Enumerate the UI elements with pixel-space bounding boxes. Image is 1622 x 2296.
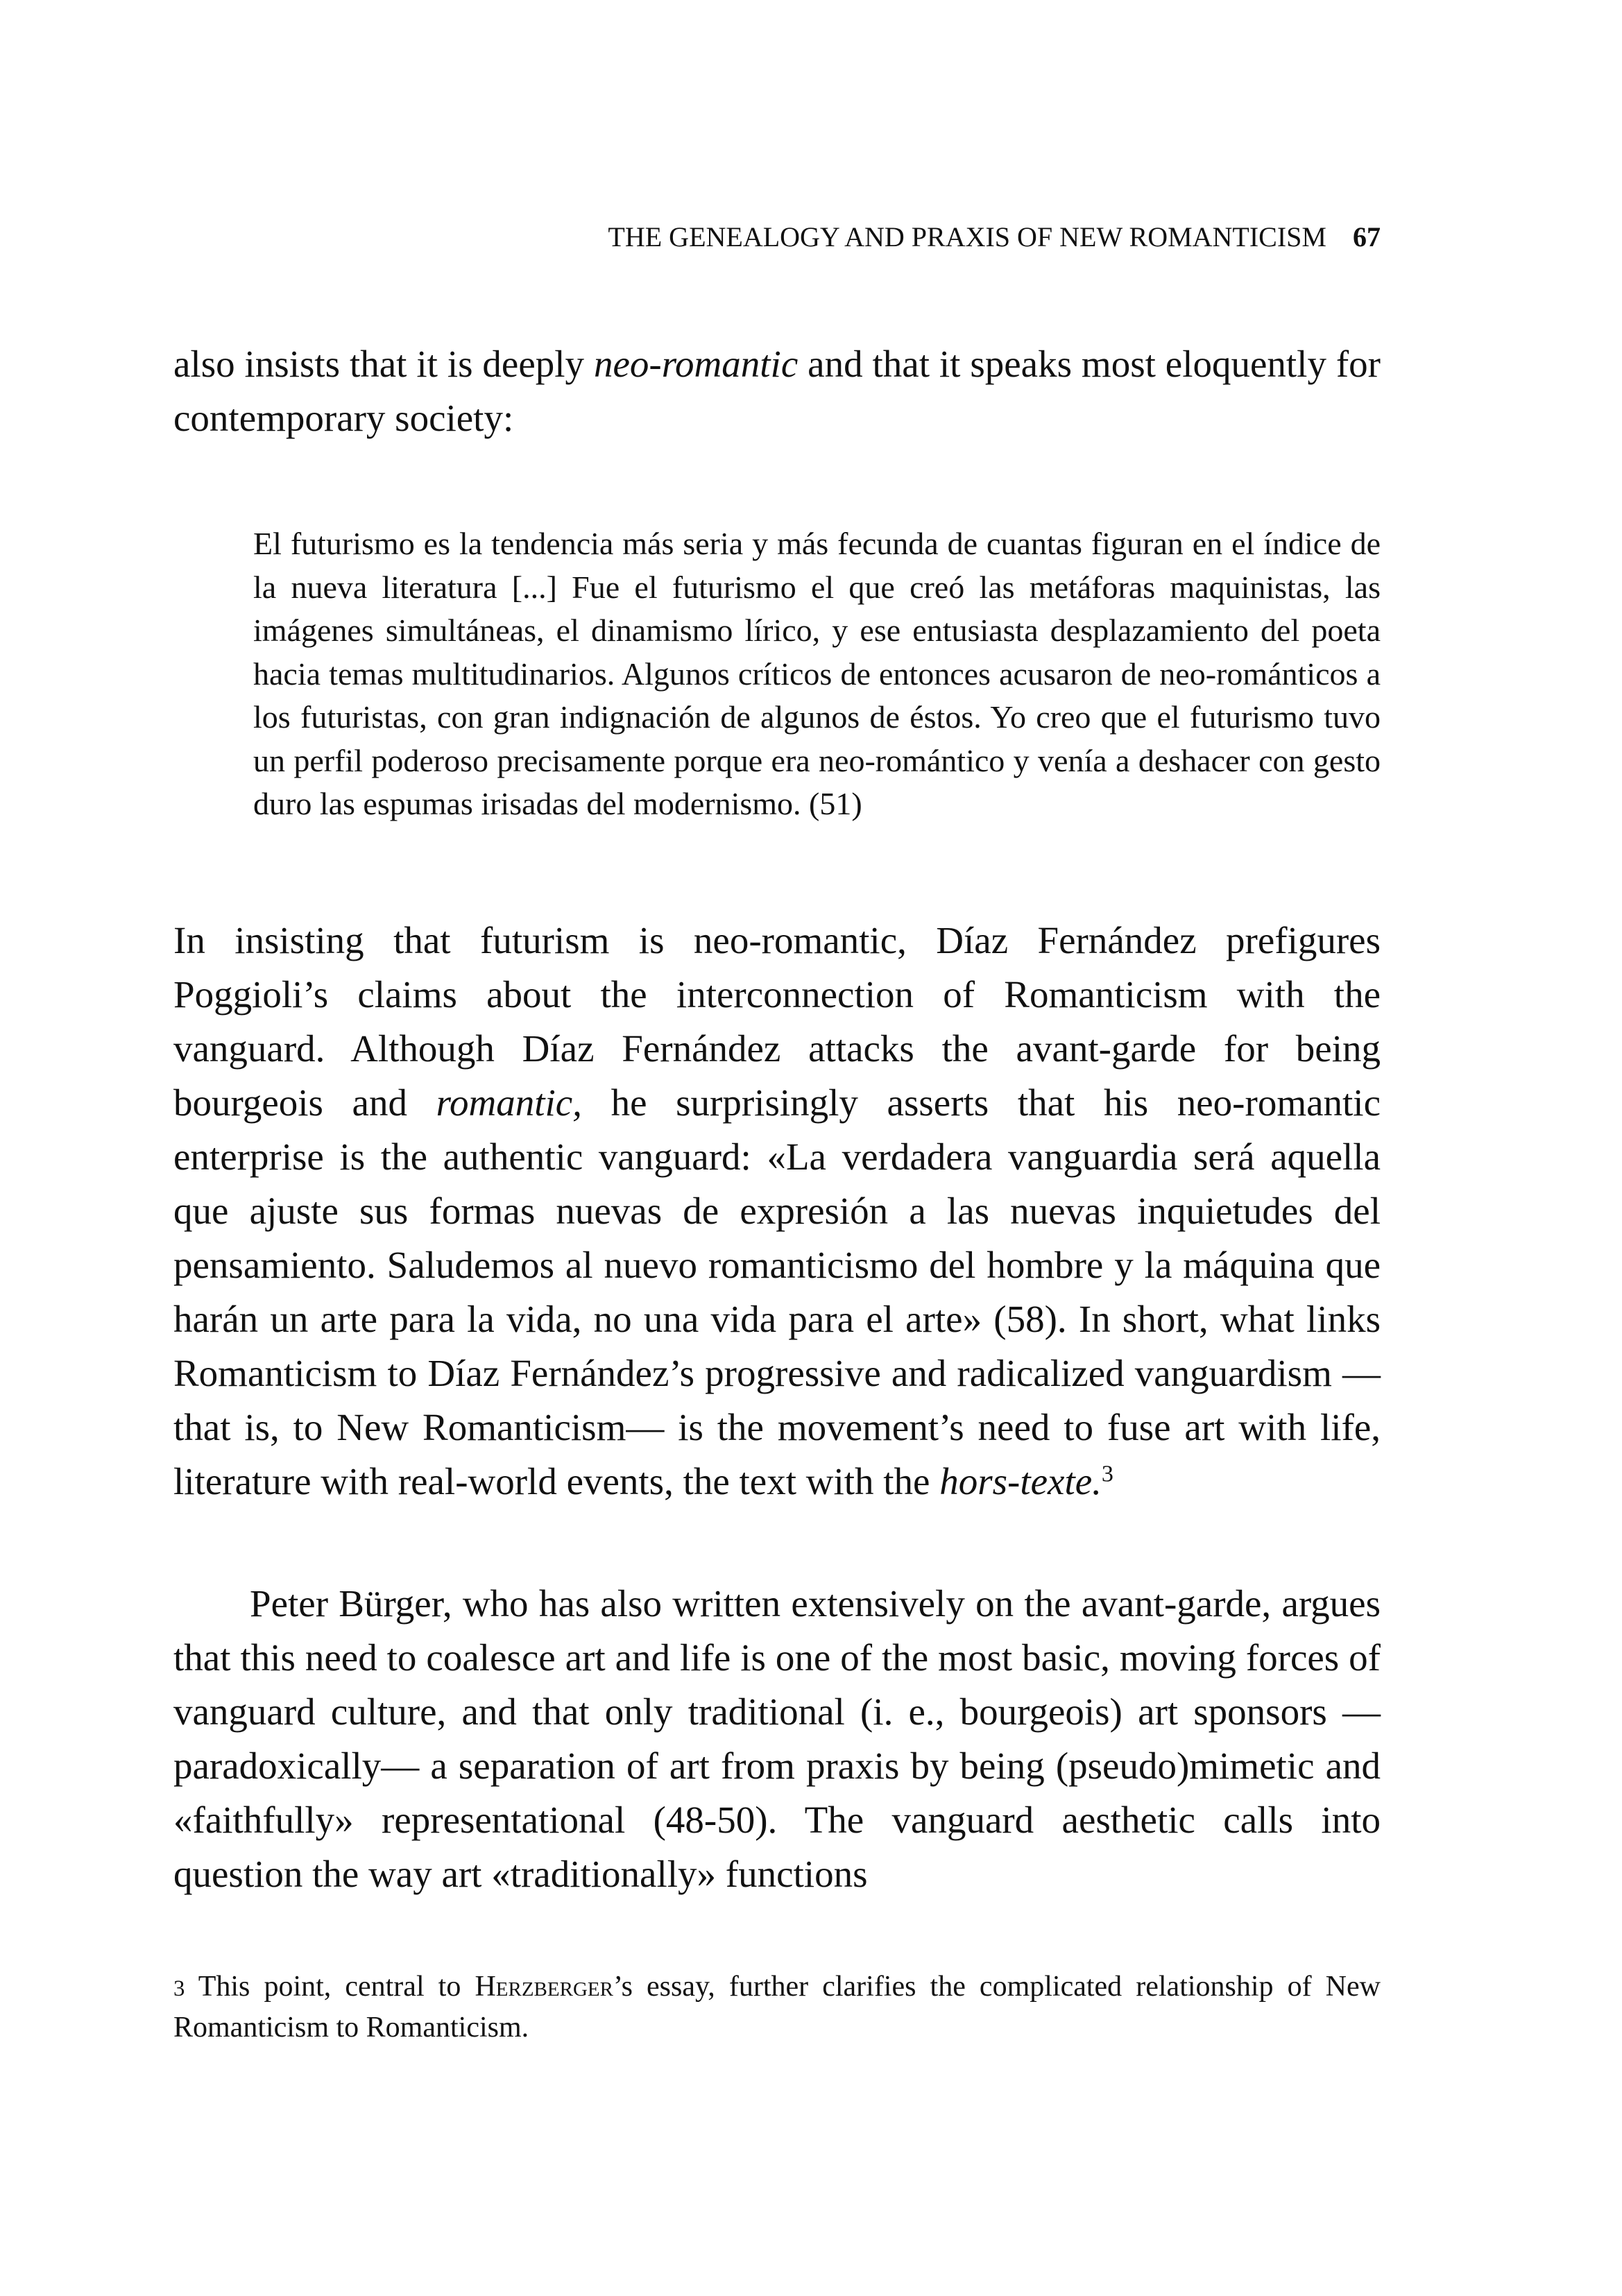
footnote-number: 3 — [173, 1976, 185, 2001]
intro-paragraph — [173, 337, 1381, 445]
paragraph-2-text: Peter Bürger, who has also written extensively on the avant-garde, argues that this need to coalesce art and life is one of the most basic, moving forces of vanguard culture, and that only traditional (i. e., bourgeois) art sponsors —paradoxically— a separation of art from praxis by being (pseudo)mimetic and «faithfully» representational (48-50). The vanguard aesthetic calls into question the way art «traditionally» functions — [173, 1582, 1381, 1895]
page-number: 67 — [1353, 221, 1381, 252]
running-header — [486, 221, 1381, 254]
paragraph-1-italic-romantic: romantic, — [436, 1081, 582, 1124]
running-title: THE GENEALOGY AND PRAXIS OF NEW ROMANTICISM — [608, 221, 1326, 252]
footnote-text-end: ’s essay, further clarifies the complicated relationship of New Romanticism to Romanticism. — [173, 1971, 1381, 2044]
footnote-author-name: Herzberger — [475, 1971, 613, 2003]
paragraph-1-text-a: In insisting that futurism is neo-romantic, Díaz Fernández prefigures Poggioli’s claims about the interconnection of Romanticism with the vanguard. Although Díaz Fernández attacks the avant-garde for being bourgeois and — [173, 919, 1381, 1124]
block-quote-text: El futurismo es la tendencia más seria y más fecunda de cuantas figuran en el índice de la nueva literatura [...] Fue el futurismo el que creó las metáforas maquinistas, las imágenes simultáneas, el dinamismo lírico, y ese entusiasta desplazamiento del poeta hacia temas multitudinarios. Algunos críticos de entonces acusaron de neo-románticos a los futuristas, con gran indignación de algunos de éstos. Yo creo que el futurismo tuvo un perfil poderoso precisamente porque era neo-romántico y venía a deshacer con gesto duro las espumas irisadas del modernismo. (51) — [253, 526, 1381, 821]
intro-text-end: and that it speaks most eloquently for contemporary society: — [173, 343, 1381, 439]
intro-text-start: also insists that it is deeply — [173, 343, 594, 385]
paragraph-1 — [173, 914, 1381, 1509]
paragraph-1-text-b: he surprisingly asserts that his neo-romantic enterprise is the authentic vanguard: «La verdadera vanguardia será aquella que ajuste sus formas nuevas de expresión a las nuevas inquietudes del pensamiento. Saludemos al nuevo romanticismo del hombre y la máquina que harán un arte para la vida, no una vida para el arte» (58). In short, what links Romanticism to Díaz Fernández’s progressive and radicalized vanguardism —that is, to New Romanticism— is the movement’s need to fuse art with life, literature with real-world events, the text with the — [173, 1081, 1381, 1502]
footnote-text-start: This point, central to — [185, 1971, 475, 2003]
intro-italic-term: neo-romantic — [593, 343, 799, 385]
block-quote — [253, 522, 1381, 826]
footnote-reference[interactable]: 3 — [1101, 1461, 1113, 1487]
paragraph-2 — [173, 1577, 1381, 1901]
footnote — [173, 1967, 1381, 2047]
paragraph-1-italic-hors-texte: hors-texte. — [939, 1460, 1102, 1502]
